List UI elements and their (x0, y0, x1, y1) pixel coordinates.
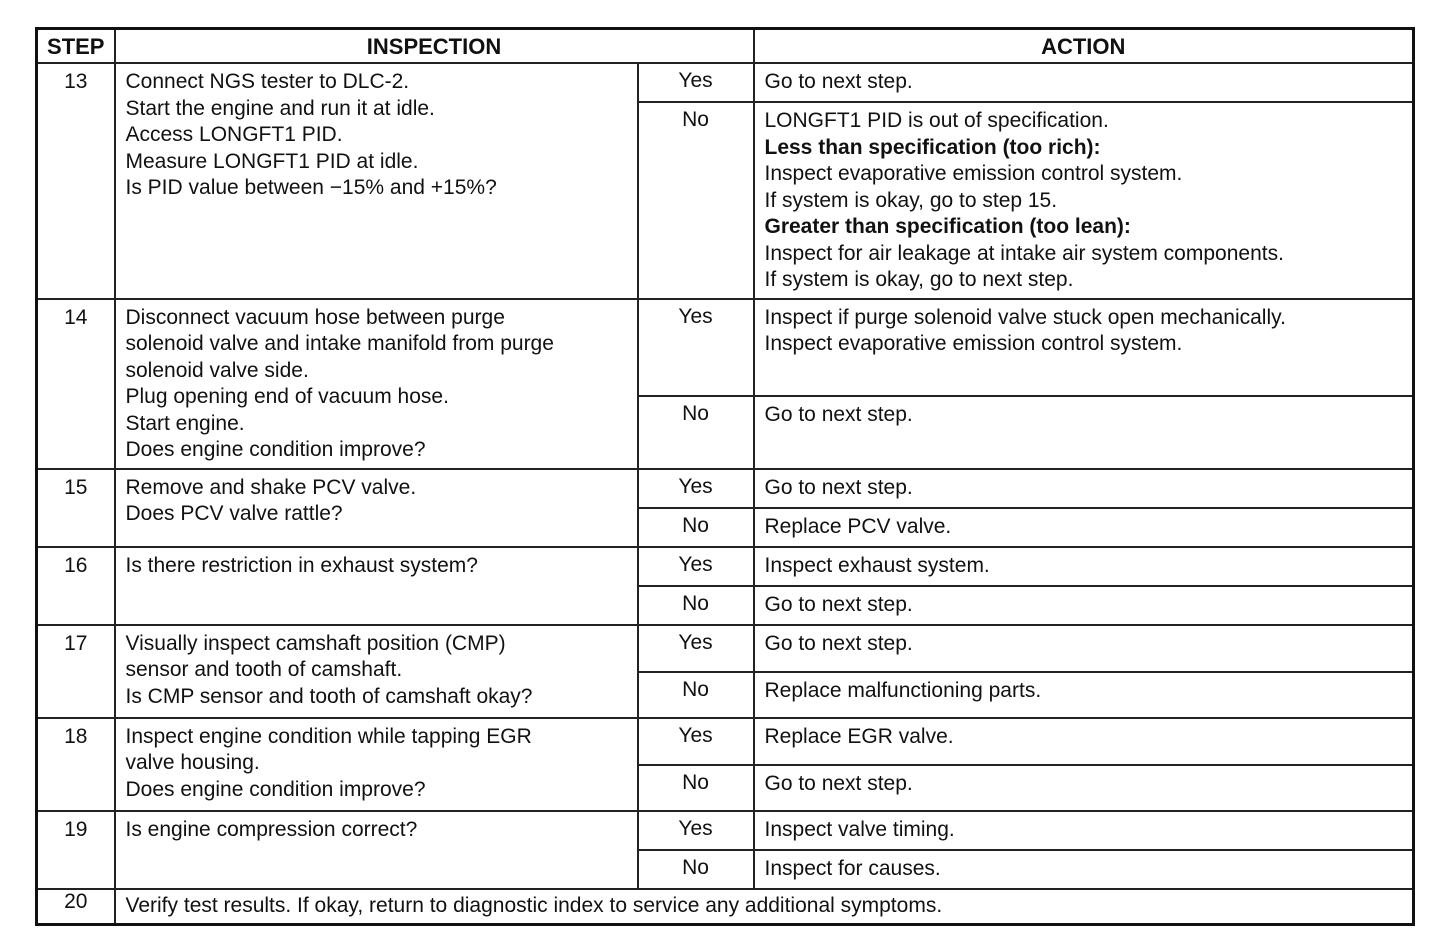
inspection-cell (115, 299, 638, 469)
inspection-line: Connect NGS tester to DLC-2. (125, 70, 410, 93)
yes-action (754, 299, 1414, 396)
action-line: Go to next step. (764, 475, 913, 499)
step-number: 19 (37, 811, 115, 889)
header-step: STEP (37, 29, 115, 64)
no-label: No (638, 102, 754, 299)
inspection-line: Does engine condition improve? (125, 777, 426, 801)
inspection-line: Remove and shake PCV valve. (125, 475, 417, 499)
yes-action (754, 625, 1414, 672)
inspection-line: Start engine. (125, 411, 245, 435)
inspection-line: Measure LONGFT1 PID at idle. (125, 149, 419, 173)
no-action (754, 396, 1414, 469)
inspection-line: valve housing. (125, 751, 260, 774)
inspection-line: Does engine condition improve? (125, 438, 426, 461)
no-action (754, 765, 1414, 811)
table-row (37, 625, 1414, 672)
action-line: Go to next step. (764, 592, 913, 616)
step-number: 14 (37, 299, 115, 469)
header-inspection: INSPECTION (115, 29, 754, 64)
action-line: Go to next step. (764, 771, 913, 795)
yes-label: Yes (638, 625, 754, 672)
inspection-cell (115, 469, 638, 547)
yes-label: Yes (638, 718, 754, 765)
yes-label: Yes (638, 547, 754, 586)
step-number: 15 (37, 469, 115, 547)
inspection-cell (115, 718, 638, 811)
action-line: Inspect if purge solenoid valve stuck open mechanically. (764, 305, 1286, 329)
inspection-line: Does PCV valve rattle? (125, 502, 343, 525)
yes-label: Yes (638, 63, 754, 102)
table-row (37, 469, 1414, 508)
action-line: Inspect for air leakage at intake air system components. (764, 241, 1284, 265)
no-action (754, 672, 1414, 718)
yes-label: Yes (638, 811, 754, 850)
yes-label: Yes (638, 299, 754, 396)
diagnostic-table (35, 27, 1415, 926)
no-action (754, 102, 1414, 299)
header-action: ACTION (754, 29, 1414, 64)
inspection-line: Plug opening end of vacuum hose. (125, 385, 449, 408)
no-label: No (638, 508, 754, 547)
step-number: 17 (37, 625, 115, 718)
step-number: 20 (37, 889, 115, 925)
action-line: Replace EGR valve. (764, 724, 954, 748)
table-row (37, 718, 1414, 765)
yes-action (754, 63, 1414, 102)
no-label: No (638, 586, 754, 625)
table-row (37, 547, 1414, 586)
table-row (37, 811, 1414, 850)
action-line: Inspect evaporative emission control system. (764, 332, 1183, 355)
action-line: Replace PCV valve. (764, 514, 952, 538)
action-line: Inspect for causes. (764, 856, 941, 880)
inspection-line: Is PID value between −15% and +15%? (125, 176, 497, 199)
yes-action (754, 547, 1414, 586)
action-condition-heading: Less than specification (too rich): (764, 135, 1101, 159)
inspection-cell (115, 625, 638, 718)
inspection-cell (115, 811, 638, 889)
inspection-line: Access LONGFT1 PID. (125, 123, 343, 146)
table-row (37, 889, 1414, 925)
inspection-line: sensor and tooth of camshaft. (125, 658, 403, 681)
inspection-line: solenoid valve side. (125, 358, 309, 382)
inspection-line: Start the engine and run it at idle. (125, 96, 435, 120)
action-line: Go to next step. (764, 631, 913, 655)
action-condition-heading: Greater than specification (too lean): (764, 215, 1131, 238)
inspection-line: Is CMP sensor and tooth of camshaft okay? (125, 684, 533, 708)
yes-action (754, 718, 1414, 765)
action-line: Inspect evaporative emission control system. (764, 162, 1183, 185)
yes-action (754, 811, 1414, 850)
inspection-line: Visually inspect camshaft position (CMP) (125, 631, 506, 655)
inspection-line: solenoid valve and intake manifold from purge (125, 332, 554, 355)
final-instruction: Verify test results. If okay, return to diagnostic index to service any additional symptoms. (115, 889, 1414, 925)
no-label: No (638, 672, 754, 718)
no-action (754, 508, 1414, 547)
no-label: No (638, 765, 754, 811)
yes-action (754, 469, 1414, 508)
inspection-line: Is engine compression correct? (125, 817, 418, 841)
table-row (37, 63, 1414, 102)
step-number: 16 (37, 547, 115, 625)
action-line: LONGFT1 PID is out of specification. (764, 109, 1109, 132)
inspection-cell (115, 63, 638, 299)
action-line: Go to next step. (764, 70, 913, 93)
yes-label: Yes (638, 469, 754, 508)
no-action (754, 850, 1414, 889)
inspection-line: Inspect engine condition while tapping EGR (125, 724, 532, 748)
inspection-cell (115, 547, 638, 625)
action-line: Inspect valve timing. (764, 817, 955, 841)
action-line: If system is okay, go to step 15. (764, 188, 1058, 212)
inspection-line: Disconnect vacuum hose between purge (125, 305, 505, 329)
step-number: 13 (37, 63, 115, 299)
no-label: No (638, 396, 754, 469)
step-number: 18 (37, 718, 115, 811)
action-line: Replace malfunctioning parts. (764, 678, 1042, 702)
action-line: If system is okay, go to next step. (764, 268, 1074, 291)
action-line: Inspect exhaust system. (764, 553, 990, 577)
inspection-line: Is there restriction in exhaust system? (125, 553, 478, 577)
table-row (37, 299, 1414, 396)
no-label: No (638, 850, 754, 889)
action-line: Go to next step. (764, 402, 913, 426)
header-row (37, 29, 1414, 64)
no-action (754, 586, 1414, 625)
